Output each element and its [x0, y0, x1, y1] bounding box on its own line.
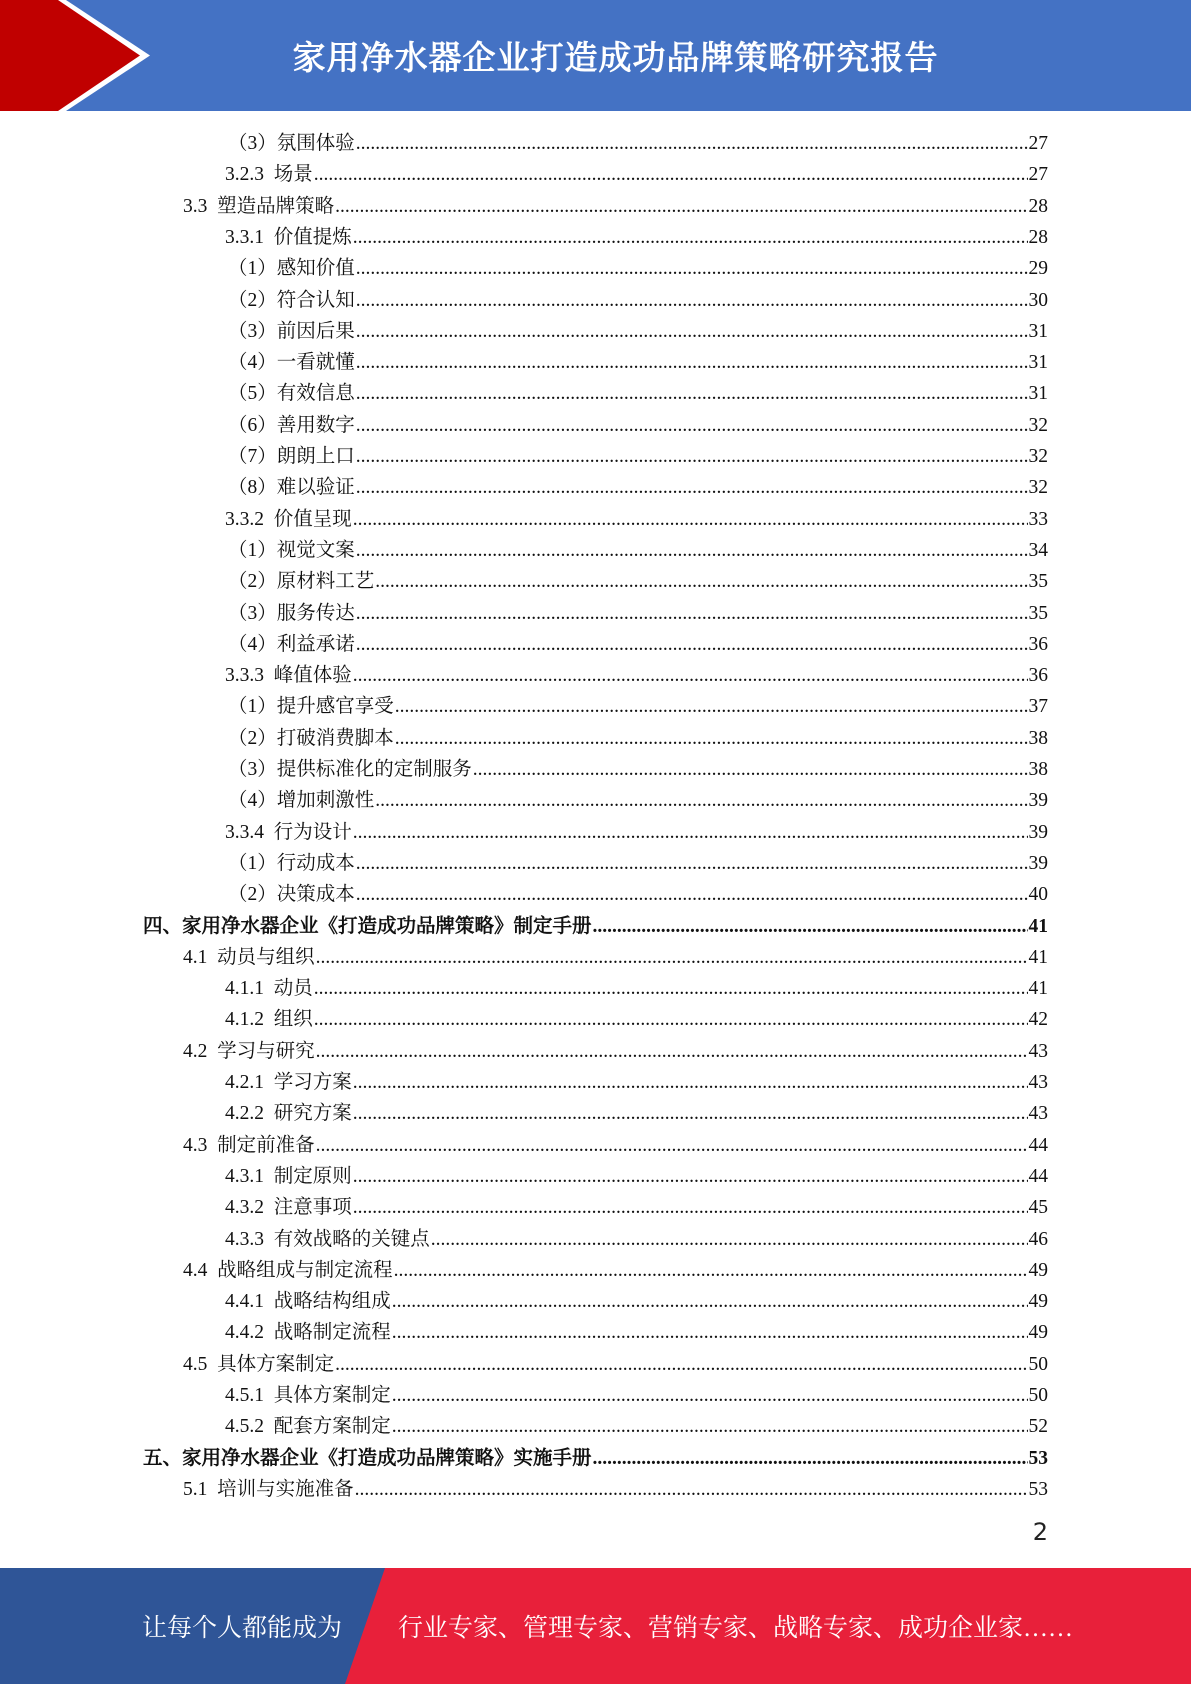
toc-entry-label: （4）利益承诺 [228, 633, 355, 655]
toc-entry-page: 27 [1028, 164, 1048, 186]
toc-entry-label: 4.3.2 注意事项 [225, 1197, 352, 1219]
toc-entry-page: 39 [1028, 821, 1048, 843]
toc-leader-dots [356, 882, 1028, 908]
toc-entry[interactable] [228, 847, 1048, 877]
toc-entry-page: 32 [1028, 414, 1048, 436]
toc-leader-dots [394, 1258, 1028, 1284]
toc-leader-dots [335, 1352, 1027, 1378]
toc-entry-page: 43 [1028, 1072, 1048, 1093]
toc-entry-page: 40 [1028, 884, 1048, 906]
footer-banner [0, 1568, 1191, 1684]
toc-entry-page: 34 [1028, 539, 1048, 561]
toc-entry-label: 4.5.2 配套方案制定 [225, 1416, 391, 1438]
toc-entry-label: 4.4 战略组成与制定流程 [183, 1259, 393, 1281]
toc-leader-dots [353, 507, 1028, 533]
toc-entry-page: 53 [1028, 1447, 1048, 1469]
toc-entry[interactable] [228, 628, 1048, 658]
toc-leader-dots [356, 381, 1028, 407]
toc-entry-label: （3）服务传达 [228, 602, 355, 624]
toc-entry-page: 28 [1028, 195, 1048, 217]
toc-entry-page: 31 [1028, 383, 1048, 405]
toc-entry-page: 41 [1028, 978, 1048, 1000]
toc-leader-dots [316, 1133, 1028, 1159]
toc-entry[interactable] [183, 1254, 1048, 1284]
toc-leader-dots [356, 256, 1028, 282]
toc-leader-dots [314, 1007, 1028, 1033]
toc-entry-label: 3.3.3 峰值体验 [225, 665, 352, 687]
toc-entry-label: （1）提升感官享受 [228, 696, 394, 718]
toc-leader-dots [395, 726, 1028, 752]
toc-entry-page: 50 [1028, 1385, 1048, 1406]
toc-leader-dots [353, 225, 1028, 251]
toc-entry-label: （3）前因后果 [228, 320, 355, 342]
toc-entry-label: （4）增加刺激性 [228, 790, 375, 812]
toc-entry[interactable] [228, 565, 1048, 595]
toc-leader-dots [356, 538, 1028, 564]
toc-entry[interactable] [225, 1379, 1048, 1409]
footer-slogan-right: 行业专家、管理专家、营销专家、战略专家、成功企业家…… [398, 1615, 1074, 1642]
toc-entry[interactable] [183, 1035, 1048, 1065]
toc-entry-page: 37 [1028, 696, 1048, 718]
toc-entry-page: 35 [1028, 602, 1048, 624]
toc-leader-dots [316, 1039, 1028, 1065]
toc-leader-dots [356, 413, 1028, 439]
toc-leader-dots [593, 1446, 1028, 1472]
toc-entry[interactable] [225, 1191, 1048, 1221]
toc-entry-label: 4.4.2 战略制定流程 [225, 1322, 391, 1344]
toc-leader-dots [356, 319, 1028, 345]
toc-leader-dots [353, 820, 1028, 846]
toc-entry-label: （1）感知价值 [228, 258, 355, 280]
toc-entry[interactable] [183, 1129, 1048, 1159]
toc-entry[interactable] [225, 1223, 1048, 1253]
toc-entry[interactable] [228, 440, 1048, 470]
toc-leader-dots [356, 350, 1028, 376]
toc-entry-page: 38 [1028, 727, 1048, 749]
toc-entry[interactable] [228, 722, 1048, 752]
toc-entry-label: （3）氛围体验 [228, 133, 355, 154]
toc-leader-dots [356, 851, 1028, 877]
toc-entry[interactable] [228, 597, 1048, 627]
toc-entry-label: （2）打破消费脚本 [228, 727, 394, 749]
toc-entry-label: 3.3.1 价值提炼 [225, 226, 352, 248]
toc-entry-label: 4.3 制定前准备 [183, 1134, 315, 1156]
toc-entry-page: 39 [1028, 790, 1048, 812]
toc-entry-page: 52 [1028, 1416, 1048, 1438]
toc-entry-label: （8）难以验证 [228, 477, 355, 499]
header-banner [0, 0, 1191, 111]
toc-entry[interactable] [228, 878, 1048, 908]
toc-entry-page: 43 [1028, 1040, 1048, 1062]
toc-entry[interactable] [225, 816, 1048, 846]
toc-entry[interactable] [228, 346, 1048, 376]
toc-entry-label: 4.5 具体方案制定 [183, 1353, 335, 1375]
toc-leader-dots [353, 1070, 1028, 1096]
toc-entry-page: 31 [1028, 352, 1048, 374]
toc-leader-dots [355, 1477, 1028, 1503]
toc-entry-page: 36 [1028, 665, 1048, 687]
toc-entry[interactable] [225, 1003, 1048, 1033]
toc-entry-label: （2）决策成本 [228, 884, 355, 906]
toc-entry-page: 30 [1028, 289, 1048, 311]
toc-entry-label: （1）视觉文案 [228, 539, 355, 561]
toc-entry-page: 49 [1028, 1259, 1048, 1281]
toc-entry-label: （6）善用数字 [228, 414, 355, 436]
toc-leader-dots [356, 475, 1028, 501]
toc-entry-label: 3.3 塑造品牌策略 [183, 195, 335, 217]
toc-entry[interactable] [228, 690, 1048, 720]
toc-entry[interactable] [225, 158, 1048, 188]
toc-entry-label: 4.3.1 制定原则 [225, 1165, 352, 1187]
toc-entry-page: 44 [1028, 1134, 1048, 1156]
toc-leader-dots [356, 632, 1028, 658]
toc-leader-dots [353, 1164, 1028, 1190]
toc-entry-label: （3）提供标准化的定制服务 [228, 759, 472, 780]
toc-chapter-entry[interactable] [143, 910, 1048, 940]
toc-entry[interactable] [183, 1348, 1048, 1378]
toc-entry-label: 3.2.3 场景 [225, 164, 313, 186]
toc-entry-label: 3.3.2 价值呈现 [225, 508, 352, 530]
toc-leader-dots [593, 914, 1028, 940]
toc-entry-label: （4）一看就懂 [228, 352, 355, 374]
toc-leader-dots [375, 788, 1027, 814]
toc-entry-label: 四、家用净水器企业《打造成功品牌策略》制定手册 [143, 915, 592, 937]
toc-entry[interactable] [225, 1316, 1048, 1346]
toc-entry-label: 3.3.4 行为设计 [225, 821, 352, 843]
toc-entry[interactable] [225, 1160, 1048, 1190]
toc-leader-dots [431, 1227, 1028, 1253]
report-title: 家用净水器企业打造成功品牌策略研究报告 [292, 38, 939, 77]
toc-entry-label: 五、家用净水器企业《打造成功品牌策略》实施手册 [143, 1447, 592, 1469]
toc-entry-label: 4.2.2 研究方案 [225, 1103, 352, 1125]
toc-entry[interactable] [228, 315, 1048, 345]
toc-entry-page: 38 [1028, 759, 1048, 780]
toc-leader-dots [314, 162, 1028, 188]
toc-leader-dots [392, 1414, 1028, 1440]
toc-entry-page: 50 [1028, 1353, 1048, 1375]
toc-entry-label: 4.2.1 学习方案 [225, 1072, 352, 1093]
toc-entry-page: 42 [1028, 1009, 1048, 1031]
toc-entry[interactable] [228, 471, 1048, 501]
toc-leader-dots [356, 288, 1028, 314]
toc-entry[interactable] [228, 284, 1048, 314]
page-number: 2 [1032, 1518, 1048, 1546]
toc-entry-page: 36 [1028, 633, 1048, 655]
toc-entry[interactable] [228, 409, 1048, 439]
toc-entry-page: 49 [1028, 1291, 1048, 1313]
toc-entry-page: 46 [1028, 1228, 1048, 1250]
toc-leader-dots [392, 1289, 1028, 1315]
toc-entry-label: （2）原材料工艺 [228, 571, 375, 593]
toc-entry[interactable] [225, 1410, 1048, 1440]
toc-leader-dots [356, 131, 1028, 157]
toc-entry-label: 4.2 学习与研究 [183, 1040, 315, 1062]
toc-entry-label: 4.3.3 有效战略的关键点 [225, 1228, 430, 1250]
toc-leader-dots [353, 1101, 1028, 1127]
toc-entry-label: 4.1.1 动员 [225, 978, 313, 1000]
toc-entry-label: 4.1 动员与组织 [183, 946, 315, 968]
toc-entry[interactable] [225, 972, 1048, 1002]
toc-entry-page: 41 [1028, 946, 1048, 968]
toc-entry[interactable] [225, 221, 1048, 251]
footer-slogan-left: 让每个人都能成为 [142, 1615, 343, 1642]
toc-entry-page: 39 [1028, 852, 1048, 874]
toc-entry[interactable] [183, 1473, 1048, 1503]
toc-entry-label: （5）有效信息 [228, 383, 355, 405]
toc-entry-page: 44 [1028, 1165, 1048, 1187]
toc-leader-dots [395, 694, 1028, 720]
toc-entry[interactable] [225, 659, 1048, 689]
toc-entry-page: 32 [1028, 477, 1048, 499]
toc-entry-label: （7）朗朗上口 [228, 446, 355, 467]
toc-entry-page: 49 [1028, 1322, 1048, 1344]
toc-leader-dots [375, 569, 1027, 595]
toc-entry-page: 28 [1028, 226, 1048, 248]
toc-leader-dots [314, 976, 1028, 1002]
toc-entry-page: 33 [1028, 508, 1048, 530]
toc-entry-page: 27 [1028, 133, 1048, 154]
toc-entry[interactable] [225, 1285, 1048, 1315]
toc-leader-dots [353, 663, 1028, 689]
toc-entry[interactable] [228, 753, 1048, 783]
toc-leader-dots [356, 601, 1028, 627]
toc-entry-page: 53 [1028, 1478, 1048, 1500]
toc-entry-label: 4.5.1 具体方案制定 [225, 1385, 391, 1406]
toc-entry-label: （1）行动成本 [228, 852, 355, 874]
toc-entry-page: 43 [1028, 1103, 1048, 1125]
toc-leader-dots [473, 757, 1028, 783]
toc-entry-label: 4.4.1 战略结构组成 [225, 1291, 391, 1313]
toc-entry[interactable] [228, 127, 1048, 157]
toc-leader-dots [316, 945, 1028, 971]
toc-leader-dots [335, 194, 1027, 220]
toc-entry-label: （2）符合认知 [228, 289, 355, 311]
toc-entry[interactable] [228, 252, 1048, 282]
toc-entry-label: 5.1 培训与实施准备 [183, 1478, 354, 1500]
toc-entry-page: 32 [1028, 446, 1048, 467]
toc-entry[interactable] [228, 534, 1048, 564]
toc-entry-page: 41 [1028, 915, 1048, 937]
toc-leader-dots [392, 1320, 1028, 1346]
toc-leader-dots [353, 1195, 1028, 1221]
toc-entry-page: 31 [1028, 320, 1048, 342]
toc-leader-dots [392, 1383, 1028, 1409]
toc-chapter-entry[interactable] [143, 1442, 1048, 1472]
toc-entry[interactable] [183, 190, 1048, 220]
toc-entry-page: 35 [1028, 571, 1048, 593]
toc-entry[interactable] [228, 377, 1048, 407]
toc-entry-label: 4.1.2 组织 [225, 1009, 313, 1031]
toc-entry[interactable] [225, 1097, 1048, 1127]
toc-leader-dots [356, 444, 1028, 470]
toc-entry[interactable] [225, 1066, 1048, 1096]
toc-entry-page: 45 [1028, 1197, 1048, 1219]
toc-entry-page: 29 [1028, 258, 1048, 280]
toc-entry[interactable] [183, 941, 1048, 971]
toc-entry[interactable] [228, 784, 1048, 814]
toc-entry[interactable] [225, 503, 1048, 533]
